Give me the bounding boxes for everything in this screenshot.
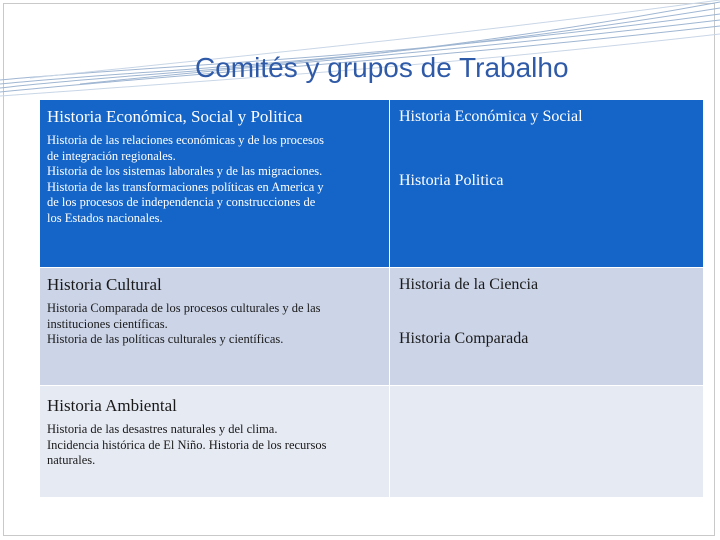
description-line: Historia de los sistemas laborales y de las migraciones. <box>47 164 323 178</box>
cell-heading: Historia Económica, Social y Politica <box>47 107 303 126</box>
cell-environmental <box>40 386 390 498</box>
cell-economic-social-political <box>40 100 390 268</box>
description-line: Incidencia histórica de El Niño. Historia de los recursos <box>47 437 327 452</box>
description-line: Historia de las transformaciones políticas en America y <box>47 179 324 194</box>
decorative-swoosh-lines <box>0 0 720 100</box>
cell-description <box>47 133 381 226</box>
group-name: Historia Económica y Social <box>399 108 583 125</box>
description-line: los Estados nacionales. <box>47 210 163 225</box>
description-line: Historia Comparada de los procesos culturales y de las <box>47 301 321 315</box>
cell-heading: Historia Ambiental <box>47 396 177 415</box>
cell-description <box>47 422 381 469</box>
group-name: Historia Comparada <box>399 330 529 347</box>
group-name: Historia de la Ciencia <box>399 276 539 293</box>
description-line: de los procesos de independencia y construcciones de <box>47 195 316 209</box>
description-line: naturales. <box>47 453 96 467</box>
description-line: de integración regionales. <box>47 148 176 163</box>
description-line: instituciones científicas. <box>47 316 168 331</box>
description-line: Historia de las relaciones económicas y de los procesos <box>47 133 324 147</box>
description-line: Historia de las políticas culturales y científicas. <box>47 332 284 346</box>
cell-groups-cultural <box>390 268 704 386</box>
slide-title: Comités y grupos de Trabalho <box>195 52 569 83</box>
cell-groups-environmental-empty <box>390 386 704 498</box>
description-line: Historia de las desastres naturales y del clima. <box>47 422 278 436</box>
group-name: Historia Politica <box>399 172 504 189</box>
committees-table <box>40 100 704 498</box>
cell-cultural <box>40 268 390 386</box>
cell-groups-economic <box>390 100 704 268</box>
cell-description <box>47 301 381 348</box>
cell-heading: Historia Cultural <box>47 275 162 294</box>
